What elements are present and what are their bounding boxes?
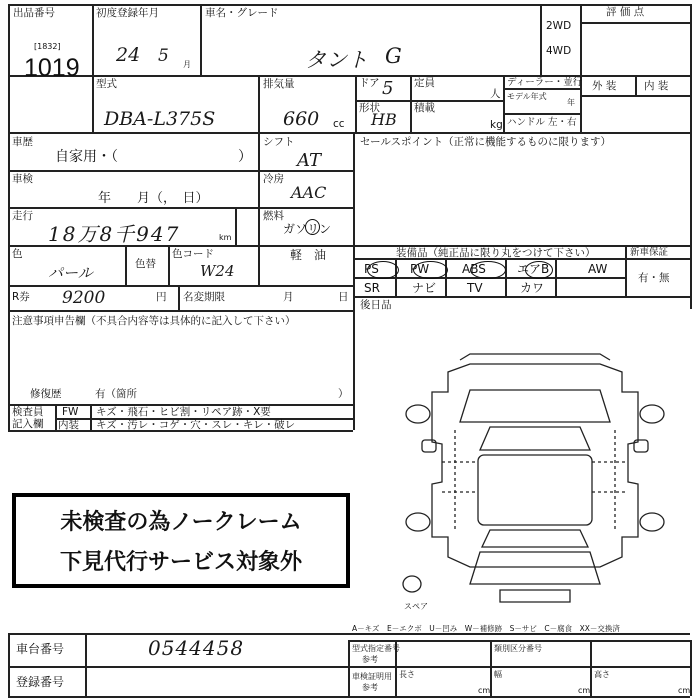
height-cm: cm bbox=[678, 686, 691, 695]
car-name: タント bbox=[305, 48, 368, 72]
history-label: 車歴 bbox=[12, 136, 33, 148]
shape-value: HB bbox=[371, 110, 397, 129]
shift-label: シフト bbox=[263, 136, 295, 148]
ac-value: AAC bbox=[291, 183, 327, 202]
equip-navi: ナビ bbox=[412, 281, 437, 295]
inspection-date: 年 月（， 日） bbox=[98, 191, 209, 206]
kg-unit: kg bbox=[490, 119, 503, 131]
interior-inspect-label: 内装 bbox=[58, 419, 79, 431]
first-registration-year: 24 bbox=[116, 44, 141, 66]
equip-circle-abs bbox=[470, 261, 506, 279]
equip-tv: TV bbox=[467, 281, 483, 295]
history-close: ） bbox=[238, 149, 252, 165]
first-registration-month: 5 bbox=[158, 46, 169, 66]
registration-label: 登録番号 bbox=[16, 675, 65, 689]
fw-label: FW bbox=[62, 406, 79, 418]
load-label: 積載 bbox=[414, 102, 435, 114]
equip-airbag: エアB bbox=[517, 262, 550, 276]
drive-2wd: 2WD bbox=[546, 20, 572, 32]
damage-legend: A－キズ E－エクボ U－凹み W－補修跡 S－サビ C－腐食 XX－交換済 bbox=[352, 624, 620, 633]
equip-sr: SR bbox=[364, 281, 380, 295]
length-label: 長さ bbox=[399, 670, 415, 679]
lot-number: 1019 bbox=[24, 54, 80, 82]
color-code-value: W24 bbox=[200, 262, 235, 280]
dealer-label: ディーラー・並行 bbox=[507, 77, 583, 88]
equip-ps: PS bbox=[364, 262, 379, 276]
equip-pw: PW bbox=[410, 262, 430, 276]
cert-reference: 参考 bbox=[362, 683, 378, 692]
fuel-selected-circle bbox=[305, 219, 320, 235]
exterior-label: 外 装 bbox=[592, 80, 617, 92]
color-code-label: 色コード bbox=[172, 248, 214, 260]
sales-point-label: セールスポイント（正常に機能するものに限ります） bbox=[360, 136, 612, 148]
model-label: 型式 bbox=[96, 78, 117, 90]
fuel-diesel: 軽 油 bbox=[290, 248, 327, 262]
equipment-label: 装備品（純正品に限り丸をつけて下さい） bbox=[396, 247, 596, 259]
spare-tire-label: スペア bbox=[404, 602, 428, 611]
history-value: 自家用・（ bbox=[55, 149, 118, 165]
equip-circle-pw bbox=[413, 261, 448, 279]
grade: G bbox=[385, 44, 402, 68]
width-cm: cm bbox=[578, 686, 591, 695]
person-unit: 人 bbox=[490, 88, 501, 100]
designation-label: 型式指定番号 bbox=[352, 644, 400, 653]
shape-label: 形状 bbox=[359, 102, 380, 114]
drive-4wd: 4WD bbox=[546, 45, 572, 57]
yen-unit: 円 bbox=[156, 291, 167, 303]
inspector-label: 検査員 bbox=[12, 406, 44, 418]
height-label: 高さ bbox=[594, 670, 610, 679]
displacement-value: 660 bbox=[283, 108, 320, 130]
handle-label: ハンドル bbox=[507, 117, 546, 128]
equip-leather: カワ bbox=[520, 281, 545, 295]
notice-line-2: 下見代行サービス対象外 bbox=[59, 550, 302, 575]
fw-text: キズ・飛石・ヒビ割・リペア跡・X要 bbox=[96, 406, 271, 418]
name-change-label: 名変期限 bbox=[183, 291, 225, 303]
mileage-label: 走行 bbox=[12, 210, 33, 222]
fuel-gasoline: ガソリン bbox=[283, 222, 332, 236]
inspection-label: 車検 bbox=[12, 173, 33, 185]
handle-value: 左・右 bbox=[548, 117, 577, 128]
equip-circle-ps bbox=[367, 261, 399, 279]
name-change-day: 日 bbox=[338, 291, 349, 303]
equip-circle-airbag bbox=[525, 261, 553, 279]
fuel-label: 燃料 bbox=[263, 210, 284, 222]
equip-abs: ABS bbox=[462, 262, 486, 276]
interior-label: 内 装 bbox=[644, 80, 669, 92]
chassis-label: 車台番号 bbox=[16, 642, 65, 656]
displacement-label: 排気量 bbox=[263, 78, 295, 90]
km-unit: km bbox=[219, 233, 232, 242]
chassis-value: 0544458 bbox=[148, 636, 245, 660]
month-unit: 月 bbox=[183, 60, 191, 69]
shift-value: AT bbox=[297, 150, 322, 171]
notes-label: 注意事項申告欄（不具合内容等は具体的に記入して下さい） bbox=[12, 315, 296, 327]
length-cm: cm bbox=[478, 686, 491, 695]
width-label: 幅 bbox=[494, 670, 502, 679]
year-unit: 年 bbox=[567, 98, 575, 107]
recycle-value: 9200 bbox=[62, 288, 106, 308]
equip-aw: AW bbox=[588, 262, 608, 276]
car-body-diagram bbox=[400, 352, 670, 617]
later-install-label: 後日品 bbox=[360, 299, 392, 311]
mileage-value: 18万8千947 bbox=[48, 222, 181, 246]
name-change-month: 月 bbox=[283, 291, 294, 303]
class-label: 類別区分番号 bbox=[494, 644, 542, 653]
cc-unit: cc bbox=[333, 118, 345, 130]
entry-label: 記入欄 bbox=[12, 418, 44, 430]
recycle-label: R券 bbox=[12, 291, 30, 303]
door-value: 5 bbox=[382, 78, 394, 99]
door-label: ドア bbox=[359, 77, 380, 89]
lot-number-label: 出品番号 bbox=[13, 7, 55, 19]
no-claim-notice bbox=[12, 493, 350, 588]
model-value: DBA-L375S bbox=[104, 108, 216, 130]
repair-close: ） bbox=[338, 388, 349, 400]
repair-value: 有（箇所 bbox=[95, 388, 137, 400]
first-registration-label: 初度登録年月 bbox=[96, 7, 159, 19]
evaluation-label: 評 価 点 bbox=[606, 6, 645, 18]
notice-line-1: 未検査の為ノークレーム bbox=[60, 510, 302, 535]
cert-label: 車検証明用 bbox=[352, 672, 392, 681]
color-change-label: 色替 bbox=[135, 258, 156, 270]
capacity-label: 定員 bbox=[414, 77, 435, 89]
ac-label: 冷房 bbox=[263, 173, 284, 185]
car-name-label: 車名・グレード bbox=[205, 7, 279, 19]
lot-code: [1832] bbox=[34, 42, 61, 51]
repair-label: 修復歴 bbox=[30, 388, 62, 400]
designation-reference: 参考 bbox=[362, 655, 378, 664]
color-value: パール bbox=[48, 264, 93, 282]
warranty-label: 新車保証 bbox=[630, 247, 669, 258]
warranty-value: 有・無 bbox=[638, 272, 670, 284]
color-label: 色 bbox=[12, 248, 23, 260]
interior-inspect-text: キズ・汚レ・コゲ・穴・スレ・キレ・破レ bbox=[96, 419, 296, 431]
model-year-label: モデル年式 bbox=[507, 92, 547, 101]
